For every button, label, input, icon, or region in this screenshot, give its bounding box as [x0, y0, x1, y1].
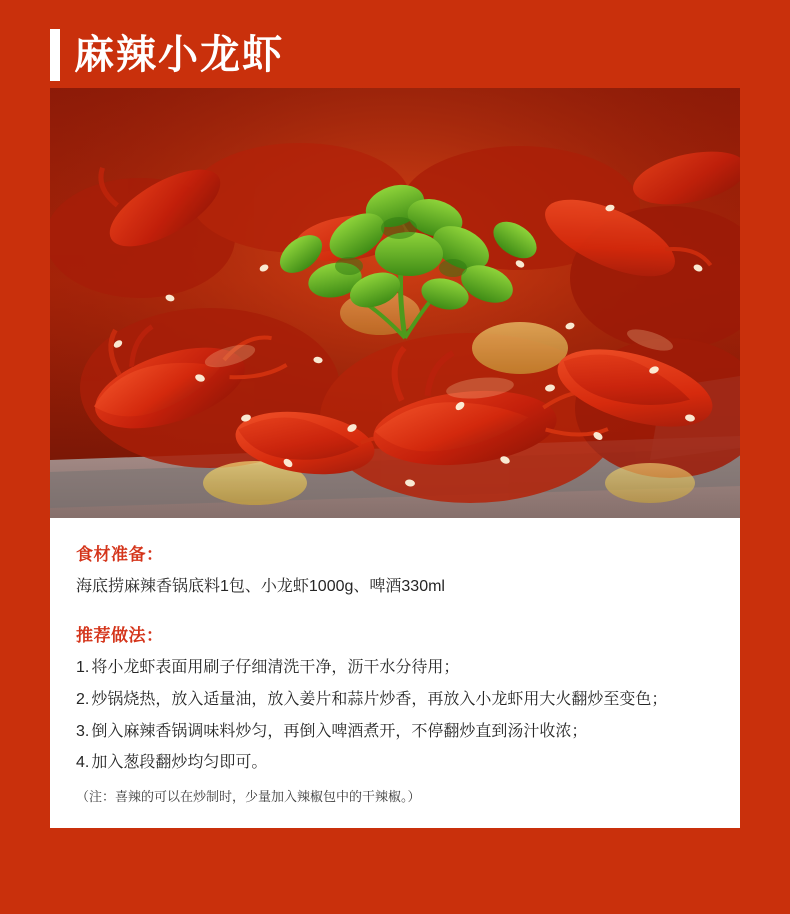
step-number: 1.: [76, 659, 90, 676]
step-text: 倒入麻辣香锅调味料炒匀，再倒入啤酒煮开，不停翻炒直到汤汁收浓；: [91, 722, 588, 740]
page-title: 麻辣小龙虾: [74, 33, 284, 77]
method-heading: 推荐做法：: [76, 626, 164, 645]
step-number: 3.: [76, 722, 90, 740]
title-accent-bar: [50, 29, 60, 81]
step-number: 2.: [76, 690, 90, 708]
list-item: [76, 751, 714, 776]
dish-photo-illustration: [50, 88, 740, 518]
page-title-row: [50, 24, 740, 86]
step-text: 炒锅烧热，放入适量油，放入姜片和蒜片炒香，再放入小龙虾用大火翻炒至变色；: [91, 690, 668, 708]
spicy-note: （注：喜辣的可以在炒制时，少量加入辣椒包中的干辣椒。）: [76, 789, 421, 805]
list-item: [76, 688, 714, 713]
step-text: 将小龙虾表面用刷子仔细清洗干净，沥干水分待用；: [91, 659, 460, 676]
step-number: 4.: [76, 754, 90, 772]
ingredients-heading: 食材准备：: [76, 545, 164, 564]
dish-photo: [50, 88, 740, 518]
steps-list: [76, 656, 714, 776]
step-text: 加入葱段翻炒均匀即可。: [91, 754, 268, 772]
ingredients-text: 海底捞麻辣香锅底料1包、小龙虾1000g、啤酒330ml: [76, 578, 445, 595]
list-item: [76, 720, 714, 745]
recipe-card: [50, 518, 740, 828]
list-item: [76, 656, 714, 681]
